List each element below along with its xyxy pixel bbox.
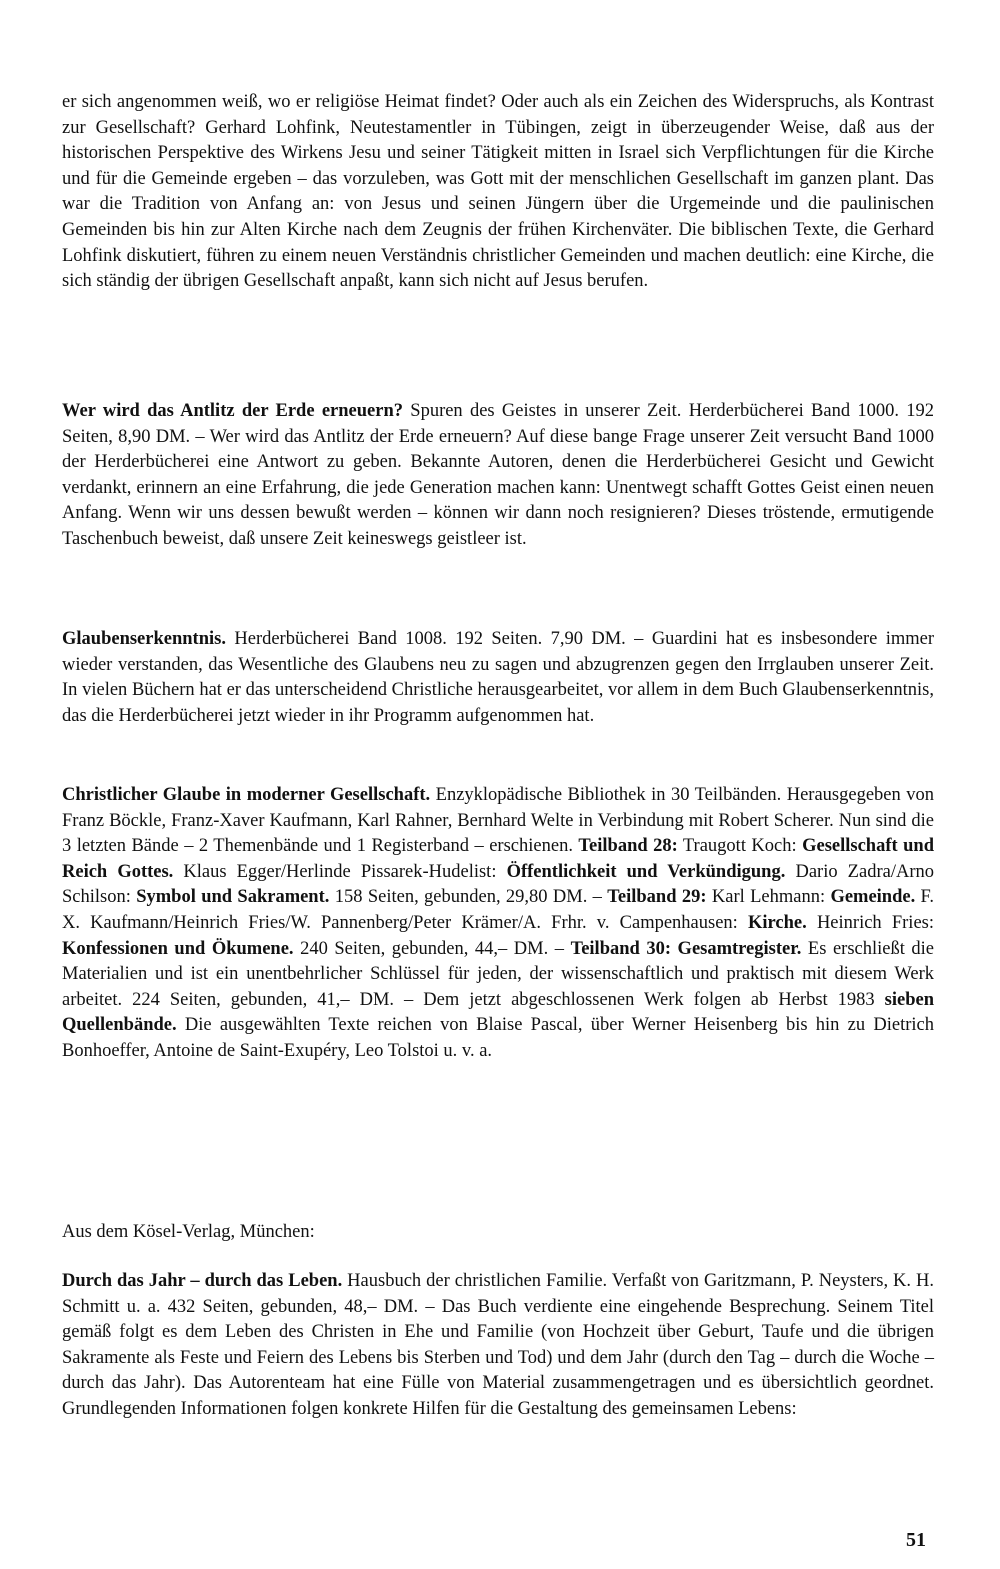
text-run: Aus dem Kösel-Verlag, München: <box>62 1222 315 1242</box>
bold-text-run: Symbol und Sakrament. <box>136 887 330 908</box>
bold-text-run: Teilband 29: <box>607 887 707 908</box>
bold-text-run: Christlicher Glaube in moderner Gesellschaft. <box>62 785 431 805</box>
bold-text-run: Gesellschaft und Reich Gottes. <box>62 836 934 882</box>
bold-text-run: Glaubenserkenntnis. <box>62 629 226 649</box>
text-run: Es erschließt die Materialien und ist ein unentbehrlicher Schlüssel für jeden, der wissenschaftlich und praktisch mit diesem Werk arbeitet. 224 Seiten, gebunden, 41,– DM. – Dem jetzt abgeschlossenen Werk folgen ab Herbst 1983 <box>62 938 935 1010</box>
bold-text-run: Teilband 28: <box>578 836 678 857</box>
bold-text-run: Durch das Jahr – durch das Leben. <box>62 1271 343 1291</box>
text-run: Enzyklopädische Bibliothek in 30 Teilbänden. Herausgegeben von Franz Böckle, Franz-Xaver Kaufmann, Karl Rahner, Bernhard Welte in Verbindung mit Robert Scherer. Nun sind die 3 letzten Bände – 2 Themenbände und 1 Registerband – erschienen. <box>62 785 934 857</box>
text-run: Hausbuch der christlichen Familie. Verfaßt von Garitzmann, P. Neysters, K. H. Schmitt u. a. 432 Seiten, gebunden, 48,– DM. – Das Buch verdiente eine eingehende Besprechung. Seinem Titel gemäß folgt es dem Leben des Christen in Ehe und Familie (von Hochzeit über Geburt, Taufe und die übrigen Sakramente als Feste und Feiern des Lebens bis Sterben und Tod) und dem Jahr (durch den Tag – durch die Woche – durch das Jahr). Das Autorenteam hat eine Fülle von Material zusammengetragen und es übersichtlich geordnet. Grundlegenden Informationen folgen konkrete Hilfen für die Gestaltung des gemeinsamen Lebens: <box>62 1271 934 1419</box>
text-run: Herderbücherei Band 1008. 192 Seiten. 7,90 DM. – Guardini hat es insbesondere immer wieder verstanden, das Wesentliche des Glaubens neu zu sagen und abzugrenzen gegen den Irrglauben unserer Zeit. In vielen Büchern hat er das unterscheidend Christliche herausgearbeitet, vor allem in dem Buch Glaubenserkenntnis, das die Herderbücherei jetzt wieder in ihr Programm aufgenommen hat. <box>62 629 934 726</box>
paragraph-durch-das-jahr <box>62 1269 934 1423</box>
text-run: Traugott Koch: <box>677 836 803 857</box>
paragraph-antlitz <box>62 399 934 553</box>
text-run: Die ausgewählten Texte reichen von Blaise Pascal, über Werner Heisenberg bis hin zu Dietrich Bonhoeffer, Antoine de Saint-Exupéry, Leo Tolstoi u. v. a. <box>62 1015 934 1061</box>
text-run: 240 Seiten, gebunden, 44,– DM. – <box>293 938 571 959</box>
text-run: Heinrich Fries: <box>806 912 934 933</box>
bold-text-run: sieben Quellenbände. <box>62 989 934 1036</box>
text-run: 158 Seiten, gebunden, 29,80 DM. – <box>329 887 608 908</box>
text-run: F. X. Kaufmann/Heinrich Fries/W. Pannenberg/Peter Krämer/A. Frhr. v. Campenhausen: <box>62 887 934 933</box>
text-run: er sich angenommen weiß, wo er religiöse Heimat findet? Oder auch als ein Zeichen des Widerspruchs, als Kontrast zur Gesellschaft? Gerhard Lohfink, Neutestamentler in Tübingen, zeigt in überzeugender Weise, daß aus der historischen Perspektive des Wirkens Jesu und seiner Tätigkeit mitten in Israel sich Verpflichtungen für die Kirche und für die Gemeinde ergeben – das vorzuleben, was Gott mit der menschlichen Gesellschaft im ganzen plant. Das war die Tradition von Anfang an: von Jesus und seinen Jüngern über die Urgemeinde und die paulinischen Gemeinden bis hin zur Alten Kirche nach dem Zeugnis der frühen Kirchenväter. Die biblischen Texte, die Gerhard Lohfink diskutiert, führen zu einem neuen Verständnis christlicher Gemeinden und machen deutlich: eine Kirche, die sich ständig der übrigen Gesellschaft anpaßt, kann sich nicht auf Jesus berufen. <box>62 92 934 292</box>
text-run: Dario Zadra/Arno Schilson: <box>62 861 934 908</box>
bold-text-run: Wer wird das Antlitz der Erde erneuern? <box>62 401 403 421</box>
text-run: Karl Lehmann: <box>706 887 831 908</box>
bold-text-run: Teilband 30: Gesamtregister. <box>570 938 802 959</box>
text-run: Klaus Egger/Herlinde Pissarek-Hudelist: <box>173 861 507 882</box>
bold-text-run: Öffentlichkeit und Verkündigung. <box>506 861 786 882</box>
paragraph-glaubenserkenntnis <box>62 627 934 729</box>
paragraph-christlicher-glaube <box>62 783 934 1065</box>
bold-text-run: Gemeinde. <box>830 887 916 908</box>
bold-text-run: Konfessionen und Ökumene. <box>62 938 294 959</box>
publisher-heading <box>62 1220 934 1246</box>
text-run: Spuren des Geistes in unserer Zeit. Herderbücherei Band 1000. 192 Seiten, 8,90 DM. – Wer wird das Antlitz der Erde erneuern? Auf diese bange Frage unserer Zeit versucht Band 1000 der Herderbücherei eine Antwort zu geben. Bekannte Autoren, denen die Herderbücherei Gesicht und Gewicht verdankt, erinnern an eine Erfahrung, die jede Generation machen kann: Unentwegt schafft Gottes Geist einen neuen Anfang. Wenn wir uns dessen bewußt werden – können wir dann noch resignieren? Dieses tröstende, ermutigende Taschenbuch beweist, daß unsere Zeit keineswegs geistleer ist. <box>62 401 934 549</box>
page-number: 51 <box>906 1529 926 1551</box>
bold-text-run: Kirche. <box>748 912 807 933</box>
paragraph-lohfink <box>62 90 934 295</box>
